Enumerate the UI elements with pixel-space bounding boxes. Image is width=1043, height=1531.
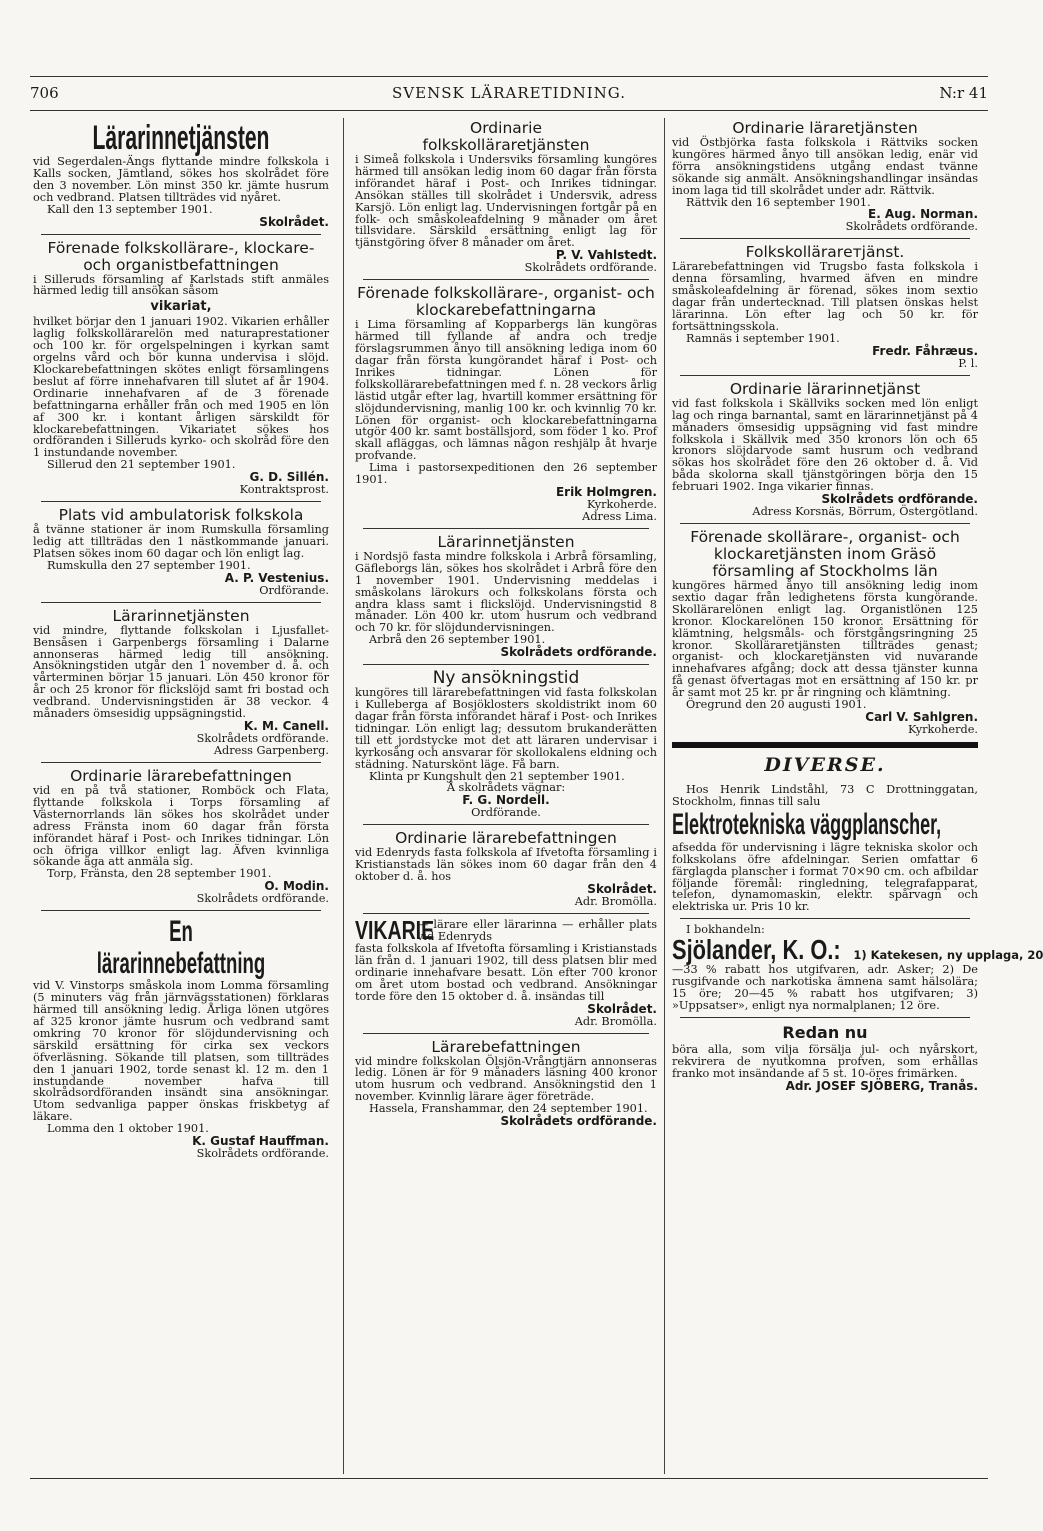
separator <box>41 762 321 763</box>
ad-signature: A. P. Vestenius. <box>224 570 329 585</box>
ad-body: kungöres till lärarebefattningen vid fasta folkskolan i Kulleberga af Bosjöklosters skoldistrikt inom 60 dagar från första införandet häraf i Post- och Inrikes tidningar. Lön enligt lag; dessutom brukanderätten till ett jordstycke mot det att läraren undervisar i kyrkosång och ansvarar för skollokalens eldning och städning. Naturskönt läge. Få barn. <box>355 686 657 771</box>
ad-ny-ansokningstid <box>355 670 657 819</box>
separator <box>363 279 649 280</box>
ad-body: afsedda för undervisning i lägre tekniska skolor och folkskolans öfre afdelningar. Serien omfattar 6 färglagda planscher i format 70×90 cm. och afbildar följande föremål: ringledning, telegrafapparat, telefon, dynamomaskin, elektr. spårvagn och elektriska ur. Pris 10 kr. <box>672 840 978 914</box>
ad-lararebefattningen-hassela <box>355 1039 657 1129</box>
ad-place-date: Kall den 13 september 1901. <box>47 202 213 216</box>
ad-place-date: Hassela, Franshammar, den 24 september 1901. <box>369 1102 648 1116</box>
ad-sjolander <box>672 923 1043 1012</box>
ad-ordinarie-edenryd <box>355 830 657 908</box>
ad-body: vid Östbjörka fasta folkskola i Rättviks socken kungöres härmed ånyo till ansökan ledig, enär vid förra ansökningstidens utgång endast tvänne sökande sig anmält. Ansökningshandlingar insändas inom laga tid till skolrådet under adr. Rättvik. <box>672 136 978 197</box>
ad-signature-title: P. l. <box>958 356 978 370</box>
ad-signature-title: Kontraktsprost. <box>239 483 329 497</box>
ad-lead: — lärare eller lärarinna — erhåller plats vid Edenryds <box>417 918 657 944</box>
ad-place-date: Rättvik den 16 september 1901. <box>686 195 871 209</box>
ad-lead: I bokhandeln: <box>686 923 765 937</box>
ad-place-date: Lomma den 1 oktober 1901. <box>47 1122 209 1136</box>
ad-place-date: Torp, Fränsta, den 28 september 1901. <box>47 867 272 881</box>
ad-body: vid mindre folkskolan Ölsjön-Vrångtjärn annonseras ledig. Lönen är för 9 månaders läsning 400 kronor utom husrum och vedbrand. Ansökningstid den 1 november. Kvinnlig lärare äger företräde. <box>355 1054 657 1104</box>
column-2 <box>355 120 657 1128</box>
separator <box>363 664 649 665</box>
ad-body: hvilket börjar den 1 januari 1902. Vikarien erhåller laglig folkskollärarelön med naturaprestationer och 100 kr. för orgelspelningen i kyrkan samt orgelns vård och bör kunna undervisa i slöjd. Klockarebefattningen skötes enligt församlingens beslut af förre innehafvaren till slutet af år 1904. Ordinarie innehafvaren af de 3 förenade befattningarna erhåller från och med 1905 en lön af 300 kr. i kontant årligen särskildt för klockarebefattningen. Vikariatet sökes hos ordföranden i Silleruds kyrko- och skolråd före den 1 instundande november. <box>33 315 329 460</box>
ad-place-date: Lima i pastorsexpeditionen den 26 september 1901. <box>355 461 657 487</box>
ad-on-behalf: Å skolrådets vägnar: <box>446 781 566 795</box>
ad-larrinnetjansten-garpenberg <box>33 608 329 757</box>
ad-signature-title: Ordförande. <box>471 806 541 820</box>
ad-elektrotekniska-planscher <box>672 784 978 913</box>
ad-title: Lärarinnetjänsten <box>437 532 575 551</box>
ad-body: böra alla, som vilja försälja jul- och nyårskort, rekvirera de nyutkomna profven, som erhållas franko mot insändande af 5 st. 10-öres frimärken. <box>672 1042 978 1080</box>
ad-title: Plats vid ambulatorisk folkskola <box>58 506 304 525</box>
ad-place-date: Klinta pr Kungshult den 21 september 1901. <box>369 769 625 783</box>
issue-number: N:r 41 <box>939 84 988 102</box>
ad-title: Ny ansökningstid <box>432 668 580 689</box>
ad-ordinarie-torp <box>33 768 329 905</box>
ad-place-date: Ramnäs i september 1901. <box>686 331 840 345</box>
ad-ordinarie-simea <box>355 120 657 274</box>
ad-signature-title: Kyrkoherde. <box>907 723 978 736</box>
ad-signature-title: Skolrådets ordförande. <box>845 220 978 234</box>
ad-signature: Skolrådets ordförande. <box>500 645 657 660</box>
ad-signature-title: Skolrådets ordförande. <box>196 732 329 745</box>
ad-body: i Nordsjö fasta mindre folkskola i Arbrå församling, Gäfleborgs län, sökes hos skolrådet i Arbrå före den 1 november 1901. Undervisning meddelas i småskolans lärokurs och folkskolans första och andra klass samt i flickslöjd. Undervisningstid 8 månader. Lön 400 kr. utom husrum och vedbrand och 70 kr. för slöjdundervisningen. <box>355 549 657 635</box>
section-heading-diverse: DIVERSE. <box>764 754 886 776</box>
ad-emphasis: vikariat, <box>150 299 212 315</box>
ad-body: vid mindre, flyttande folkskolan i Ljusfallet-Bensåsen i Garpenbergs församling i Dalarne annonseras härmed ledig till ansökning. Ansökningstiden utgår den 1 november d. å. och vårterminen börjar 15 januari. Lön 450 kronor för år och 25 kronor för flickslöjd samt fri bostad och vedbrand. Undervisningstiden är 38 veckor. 4 månaders ömsesidig uppsägningstid. <box>33 623 329 721</box>
ad-larrinnetjansten-kall <box>33 120 329 229</box>
separator <box>363 913 649 914</box>
ad-signature: Erik Holmgren. <box>555 484 657 499</box>
ad-address: Adress Garpenberg. <box>213 744 329 757</box>
ad-signature: Adr. JOSEF SJÖBERG, Tranås. <box>785 1078 978 1093</box>
page-number: 706 <box>30 84 59 102</box>
thick-separator <box>672 742 978 748</box>
header-rule <box>30 110 988 111</box>
ad-signature: G. D. Sillén. <box>249 470 329 485</box>
ad-place-date: Arbrå den 26 september 1901. <box>369 633 546 647</box>
ad-signature-title: Skolrådets ordförande. <box>196 1147 329 1161</box>
ad-signature: P. V. Vahlstedt. <box>555 248 657 263</box>
ad-title: Elektrotekniska väggplanscher, <box>672 807 942 841</box>
ad-title: VIKARIE <box>355 915 435 946</box>
ad-inline: 1) Katekesen, ny upplaga, 20 <box>853 948 1043 963</box>
ad-lead: Hos Henrik Lindståhl, 73 C Drottninggatan, Stockholm, finnas till salu <box>672 783 978 808</box>
ad-title: En lärarinnebefattning <box>96 915 266 981</box>
ad-body: vid Segerdalen-Ängs flyttande mindre folkskola i Kalls socken, Jämtland, sökes hos skolrådet före den 3 november. Lön minst 350 kr. jämte husrum och vedbrand. Platsen tillträdes vid nyåret. <box>33 155 329 204</box>
column-3 <box>672 119 1043 1093</box>
ad-signature: O. Modin. <box>264 879 329 894</box>
ad-lararinnebefattning-lomma <box>33 916 329 1160</box>
ad-signature: Skolrådets ordförande. <box>821 492 978 507</box>
ad-title: Ordinarie läraretjänsten <box>732 119 918 137</box>
ad-signature: E. Aug. Norman. <box>868 207 978 222</box>
ad-title: Sjölander, K. O.: <box>672 934 841 966</box>
separator <box>680 375 970 376</box>
ad-title: Redan nu <box>782 1022 868 1042</box>
ad-signature: Skolrådets ordförande. <box>500 1114 657 1129</box>
ad-body: Lärarebefattningen vid Trugsbo fasta folkskola i denna församling, hvarmed äfven en mindre småskoleafdelning är förenad, sökes inom sextio dagar från undertecknad. Till platsen önskas helst lärarinna. Lön efter lag och 50 kr. för fortsättningsskola. <box>672 260 978 333</box>
ad-signature: Skolrådet. <box>587 882 657 897</box>
ad-title: Förenade skollärare-, organist- och klockaretjänsten inom Gräsö församling af Stockholms län <box>690 528 960 581</box>
ad-title: Ordinarie lärarebefattningen <box>70 767 292 785</box>
ad-signature: Fredr. Fåhræus. <box>872 343 978 358</box>
ad-signature: K. Gustaf Hauffman. <box>192 1134 329 1149</box>
ad-title-line-1: Ordinarie <box>470 119 542 137</box>
ad-title: Förenade folkskollärare-, klockare- och organistbefattningen <box>47 238 315 274</box>
ad-signature: F. G. Nordell. <box>462 793 550 808</box>
ad-title: Folkskollärarетjänst. <box>745 243 905 262</box>
newspaper-title: SVENSK LÄRARETIDNING. <box>392 84 626 102</box>
column-divider <box>343 118 344 1474</box>
ad-body: vid Edenryds fasta folkskola af Ifvetofta församling i Kristianstads län sökes inom 60 dagar från den 4 oktober d. å. hos <box>355 846 657 884</box>
page-header <box>30 84 988 106</box>
ad-body: kungöres härmed ånyo till ansökning ledig inom sextio dagar från ledighetens första kungörande. Skollärarelönen enligt lag. Organistlönen 125 kronor. Klockarelönen 150 kronor. Ersättning för klämtning, helgsmåls- och förstgångsringning 25 kronor. Skolläraretjänsten tillträdes genast; organist- och klockaretjänsten vid nuvarande innehafvares afgång; dock att dessa tjänster kunna få genast öfvertagas mot en ersättning af 150 kr. pr år samt mot 25 kr. pr år ringning och klämtning. <box>672 579 978 700</box>
separator <box>680 523 970 524</box>
ad-signature-title: Skolrådets ordförande. <box>524 261 657 275</box>
ad-signature: Skolrådet. <box>259 214 329 229</box>
separator <box>41 234 321 235</box>
ad-signature: K. M. Canell. <box>243 719 329 733</box>
ad-forenade-sillerud <box>33 240 329 497</box>
column-1 <box>33 120 329 1160</box>
separator <box>41 602 321 603</box>
ad-signature-title: Kyrkoherde. <box>586 497 657 511</box>
ad-body: å tvänne stationer är inom Rumskulla församling ledig att tillträdas den 1 nästkommande januari. Platsen sökes inom 60 dagar och lön enligt lag. <box>33 523 329 560</box>
ad-address: Adr. Bromölla. <box>574 1014 657 1028</box>
ad-ambulatorisk-rumskulla <box>33 507 329 597</box>
ad-address: Adress Korsnäs, Börrum, Östergötland. <box>752 505 978 519</box>
ad-signature: Skolrådet. <box>587 1001 657 1016</box>
separator <box>363 1033 649 1034</box>
separator <box>41 501 321 502</box>
ad-address: Adr. Bromölla. <box>574 895 657 909</box>
top-rule <box>30 76 988 77</box>
ad-ordinarie-skallvik <box>672 381 978 518</box>
ad-body: i Lima församling af Kopparbergs län kungöras härmed till fyllande af andra och tredje förslagsrummen ånyo till ansökning lediga inom 60 dagar från första kungörandet häraf i Post- och Inrikes tidningar. Lönen för folkskollärarebefattningen med f. n. 28 veckors årlig lästid utgår efter lag, hvartill kommer ersättning för slöjdundervisning, manlig 100 kr. och kvinnlig 70 kr. Lönen för organist- och klockarebefattningarna utgör 400 kr. samt boställsjord, som föder 1 ko. Prof skall afläggas, och lämnas någon reshjälp åt hvarje profvande. <box>355 318 657 463</box>
ad-ordinarie-ostbjorka <box>672 120 978 233</box>
column-divider <box>664 118 665 1474</box>
ad-title: Ordinarie lärarinnetjänst <box>729 379 921 398</box>
ad-larrinnetjansten-arbra <box>355 534 657 659</box>
ad-forenade-graso <box>672 529 978 736</box>
ad-signature: Carl V. Sahlgren. <box>865 710 978 724</box>
ad-signature-title: Ordförande. <box>259 583 329 597</box>
ad-body: vid en på två stationer, Romböck och Flata, flyttande folkskola i Torps församling af Västernorrlands län sökes hos skolrådet under adress Fränsta inom 60 dagar från första införandet häraf i Post- och Inrikes tidningar. Lön och öfriga villkor enligt lag. Äfven kvinnliga sökande äga att anmäla sig. <box>33 784 329 869</box>
ad-place-date: Öregrund den 20 augusti 1901. <box>686 698 867 712</box>
ad-redan-nu <box>672 1023 978 1093</box>
ad-forenade-lima <box>355 285 657 523</box>
separator <box>680 1017 970 1018</box>
separator <box>680 238 970 239</box>
separator <box>680 918 970 919</box>
ad-title: Ordinarie lärarebefattningen <box>395 829 617 848</box>
separator <box>363 824 649 825</box>
ad-place-date: Sillerud den 21 september 1901. <box>47 458 236 472</box>
ad-title: Lärarinnetjänsten <box>92 119 270 157</box>
ad-title-line-2: folkskolläraretjänsten <box>422 136 590 154</box>
ad-place-date: Rumskulla den 27 september 1901. <box>47 558 251 572</box>
separator <box>363 528 649 529</box>
ad-body: i Simeå folkskola i Undersviks församling kungöres härmed till ansökan ledig inom 60 dagar från första införandet häraf i Post- och Inrikes tidningar. Ansökan ställes till skolrådet i Undersvik, adress Karsjö. Lön enligt lag. Undervisningen fortgår på en folk- och småskoleafdelning 9 månader om året tillsvidare. Särskild ersättning enligt lag för tjänstgöring öfver 8 månader om året. <box>355 153 657 250</box>
ad-body: vid V. Vinstorps småskola inom Lomma församling (5 minuters väg från järnvägsstationen) förklaras härmed till ansökning ledig. Årliga lönen utgöres af 325 kronor jämte husrum och vedbrand samt omkring 70 kronor för slöjdundervisning och särskild ersättning för cirka sex veckors öfverläsning. Sökande till platsen, som tillträdes den 1 januari 1902, torde senast kl. 12 m. den 1 instundande november hafva till skolrådsordföranden insändt sina ansökningar. Utom sedvanliga papper önskas friskbetyg af läkare. <box>33 979 329 1124</box>
ad-body: fasta folkskola af Ifvetofta församling i Kristianstads län från d. 1 januari 1902, till dess platsen blir med ordinarie innehafvare besatt. Lön efter 700 kronor om året utom bostad och vedbrand. Ansökningar torde före den 15 oktober d. å. insändas till <box>355 941 657 1003</box>
separator <box>41 910 321 911</box>
ad-title: Lärarebefattningen <box>431 1037 581 1056</box>
ad-signature-title: Skolrådets ordförande. <box>196 892 329 906</box>
ad-vikarie-edenryd <box>355 915 657 1028</box>
ad-body: vid fast folkskola i Skällviks socken med lön enligt lag och ringa barnantal, samt en lärarinnetjänst på 4 månaders ömsesidig uppsägning vid fast mindre folkskola i Skällvik med 350 kronors lön och 65 kronors slöjdarvode samt husrum och vedbrand sökas hos skolrådet före den 26 oktober d. å. Vid båda skolorna skall tjänstgöringen börja den 15 februari 1902. Inga vikarier finnas. <box>672 396 978 494</box>
ad-body: —33 % rabatt hos utgifvaren, adr. Asker; 2) De rusgifvande och narkotiska ämnena samt hälsolära; 15 öre; 20—45 % rabatt hos utgifvaren; 3) »Uppsatser», enligt nya normalplanen; 12 öre. <box>672 963 978 1012</box>
ad-body: i Silleruds församling af Karlstads stift anmäles härmed ledig till ansökan såsom <box>33 272 329 298</box>
ad-title: Lärarinnetjänsten <box>112 606 250 625</box>
ad-folkskollararetjanst-ramnas <box>672 244 978 369</box>
ad-address: Adress Lima. <box>582 509 657 523</box>
ad-title: Förenade folkskollärare-, organist- och klockarebefattningarna <box>357 284 655 320</box>
bottom-rule <box>30 1478 988 1479</box>
